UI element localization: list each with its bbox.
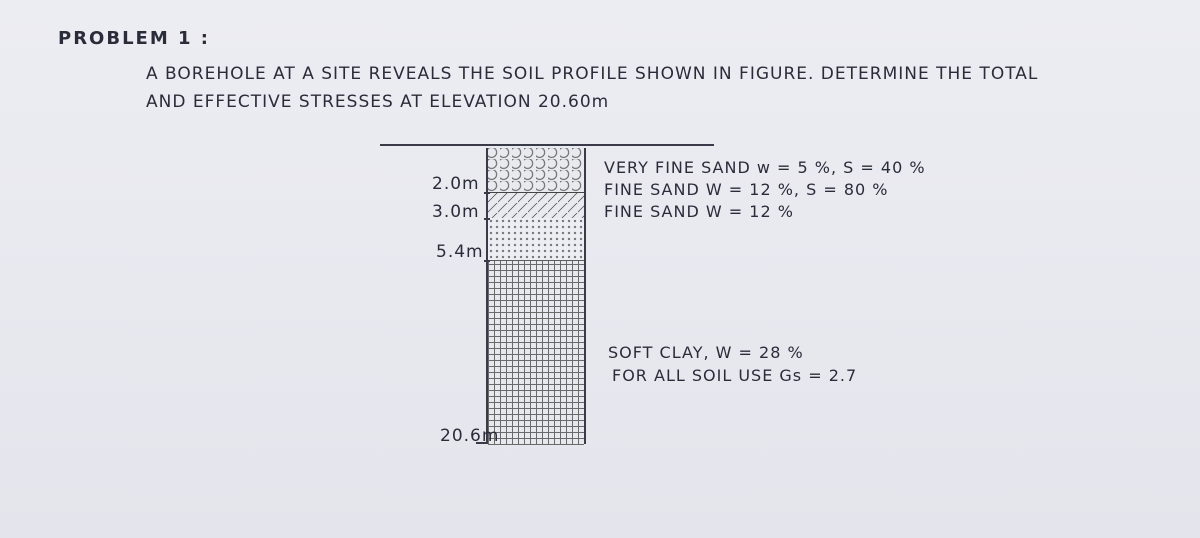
layer-soft-clay (488, 260, 584, 445)
depth-label: 2.0m (432, 174, 480, 194)
depth-label: 3.0m (432, 202, 480, 222)
depth-label: 5.4m (436, 242, 484, 262)
layer-description: FINE SAND W = 12 % (604, 202, 794, 221)
soil-note: FOR ALL SOIL USE Gs = 2.7 (612, 366, 858, 385)
depth-tick-2m (484, 192, 490, 194)
layer-fine-sand (488, 218, 584, 260)
depth-tick-3m (484, 218, 490, 220)
problem-title: PROBLEM 1 : (58, 28, 211, 49)
layer-very-fine-sand (488, 148, 584, 192)
layer-fine-sand-saturated (488, 192, 584, 220)
layer-description: VERY FINE SAND w = 5 %, S = 40 % (604, 158, 926, 177)
layer-description: FINE SAND W = 12 %, S = 80 % (604, 180, 889, 199)
layer-description: SOFT CLAY, W = 28 % (608, 343, 804, 362)
depth-tick-5-4m (484, 260, 490, 262)
problem-statement-line-2: AND EFFECTIVE STRESSES AT ELEVATION 20.60m (146, 92, 610, 112)
borehole-column (486, 148, 586, 444)
problem-statement-line-1: A BOREHOLE AT A SITE REVEALS THE SOIL PROFILE SHOWN IN FIGURE. DETERMINE THE TOTAL (146, 64, 1039, 84)
ground-surface-line (380, 144, 714, 146)
depth-label: 20.6m (440, 426, 500, 446)
